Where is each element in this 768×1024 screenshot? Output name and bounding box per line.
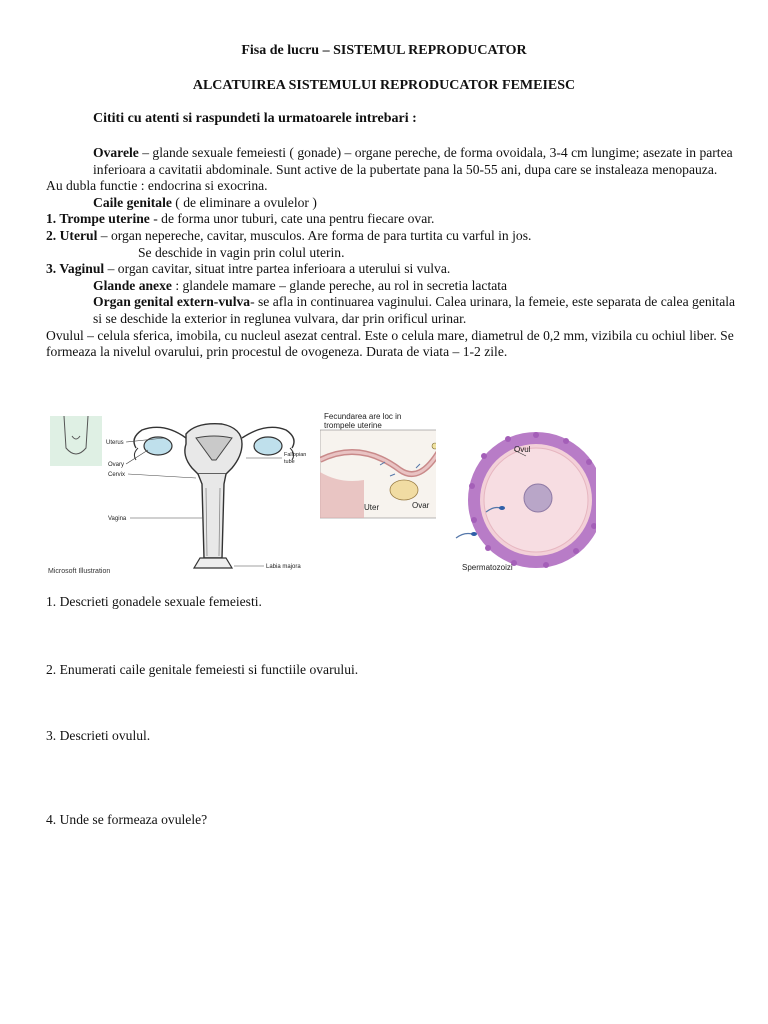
figure-credit: Microsoft Illustration xyxy=(48,568,111,575)
question-2: 2. Enumerati caile genitale femeiesti si functiile ovarului. xyxy=(46,662,359,677)
label-ovary: Ovary xyxy=(108,462,125,468)
caption-fecundare-1: Fecundarea are loc in xyxy=(324,412,402,421)
glande-text: : glandele mamare – glande pereche, au rol in secretia lactata xyxy=(171,277,508,293)
ovare-text: – glande sexuale femeiesti ( gonade) – organe pereche, de forma ovoidala, 3-4 cm lungime; asezate in partea inferioara a cavitatii abdominale. Sunt active de la pubertate pana la 50-55 ani, dupa care se instaleaza menopauza. xyxy=(93,145,733,177)
label-vagina: Vagina xyxy=(108,516,127,522)
label-ovul: Ovul xyxy=(514,445,531,454)
question-1: 1. Descrieti gonadele sexuale femeiesti. xyxy=(46,594,262,609)
organ-term: Organ genital extern-vulva xyxy=(93,294,251,310)
glande-term: Glande anexe xyxy=(93,277,172,293)
ovare-paragraph xyxy=(46,145,736,178)
uterul-term: 2. Uterul xyxy=(46,227,98,243)
instructions: Cititi cu atenti si raspundeti la urmatoarele intrebari : xyxy=(93,111,417,126)
label-cervix: Cervix xyxy=(108,472,126,478)
label-spermatozoizi: Spermatozoizi xyxy=(462,563,513,572)
question-4: 4. Unde se formeaza ovulele? xyxy=(46,812,208,827)
label-uterus: Uterus xyxy=(106,440,124,446)
organ-text: - se afla in continuarea vaginului. Calea urinara, la femeie, este separata de calea genitala si se deschide la exterior in reglunea vulvara, dar prin orificul urinar. xyxy=(93,294,736,326)
label-ovar: Ovar xyxy=(412,501,430,510)
uterul-line xyxy=(46,228,736,245)
vaginul-line xyxy=(46,261,736,278)
vaginul-term: 3. Vaginul xyxy=(46,261,105,277)
trompe-text: - de forma unor tuburi, cate una pentru fiecare ovar. xyxy=(149,211,435,227)
illustrations xyxy=(46,408,586,578)
trompe-line xyxy=(46,211,736,228)
label-fallopian-2: tube xyxy=(284,459,295,465)
ovulul-paragraph: Ovulul – celula sferica, imobila, cu nucleul asezat central. Este o celula mare, diametrul de 0,2 mm, vizibila cu ochiul liber. Se formeaza la nivelul ovarului, prin procestul de ovogeneza. Durata de viata – 1-2 zile. xyxy=(46,327,734,360)
uterul-line-2: Se deschide in vagin prin colul uterin. xyxy=(138,244,345,260)
caile-line xyxy=(46,195,736,212)
reproductive-system-diagram xyxy=(46,408,316,578)
caption-fecundare-2: trompele uterine xyxy=(324,421,382,430)
caile-term: Caile genitale xyxy=(93,194,172,210)
lesson-text xyxy=(46,145,736,361)
caile-text: ( de eliminare a ovulelor ) xyxy=(171,194,317,210)
worksheet-subtitle: ALCATUIREA SISTEMULUI REPRODUCATOR FEMEIESC xyxy=(192,78,576,93)
organ-paragraph xyxy=(46,294,736,327)
uterul-text: – organ nepereche, cavitar, musculos. Are forma de para turtita cu varful in jos. xyxy=(97,227,532,243)
ovare-term: Ovarele xyxy=(93,145,139,160)
worksheet-title: Fisa de lucru – SISTEMUL REPRODUCATOR xyxy=(241,43,527,58)
vaginul-text: – organ cavitar, situat intre partea inferioara a uterului si vulva. xyxy=(104,261,451,277)
label-fallopian-1: Fallopian xyxy=(284,452,307,458)
label-labia: Labia majora xyxy=(266,564,301,570)
trompe-term: 1. Trompe uterine xyxy=(46,211,150,227)
ovum-diagram xyxy=(436,408,596,578)
question-3: 3. Descrieti ovulul. xyxy=(46,728,151,743)
label-uter: Uter xyxy=(364,503,380,512)
glande-line xyxy=(46,278,736,295)
functie-line: Au dubla functie : endocrina si exocrina. xyxy=(46,178,268,194)
